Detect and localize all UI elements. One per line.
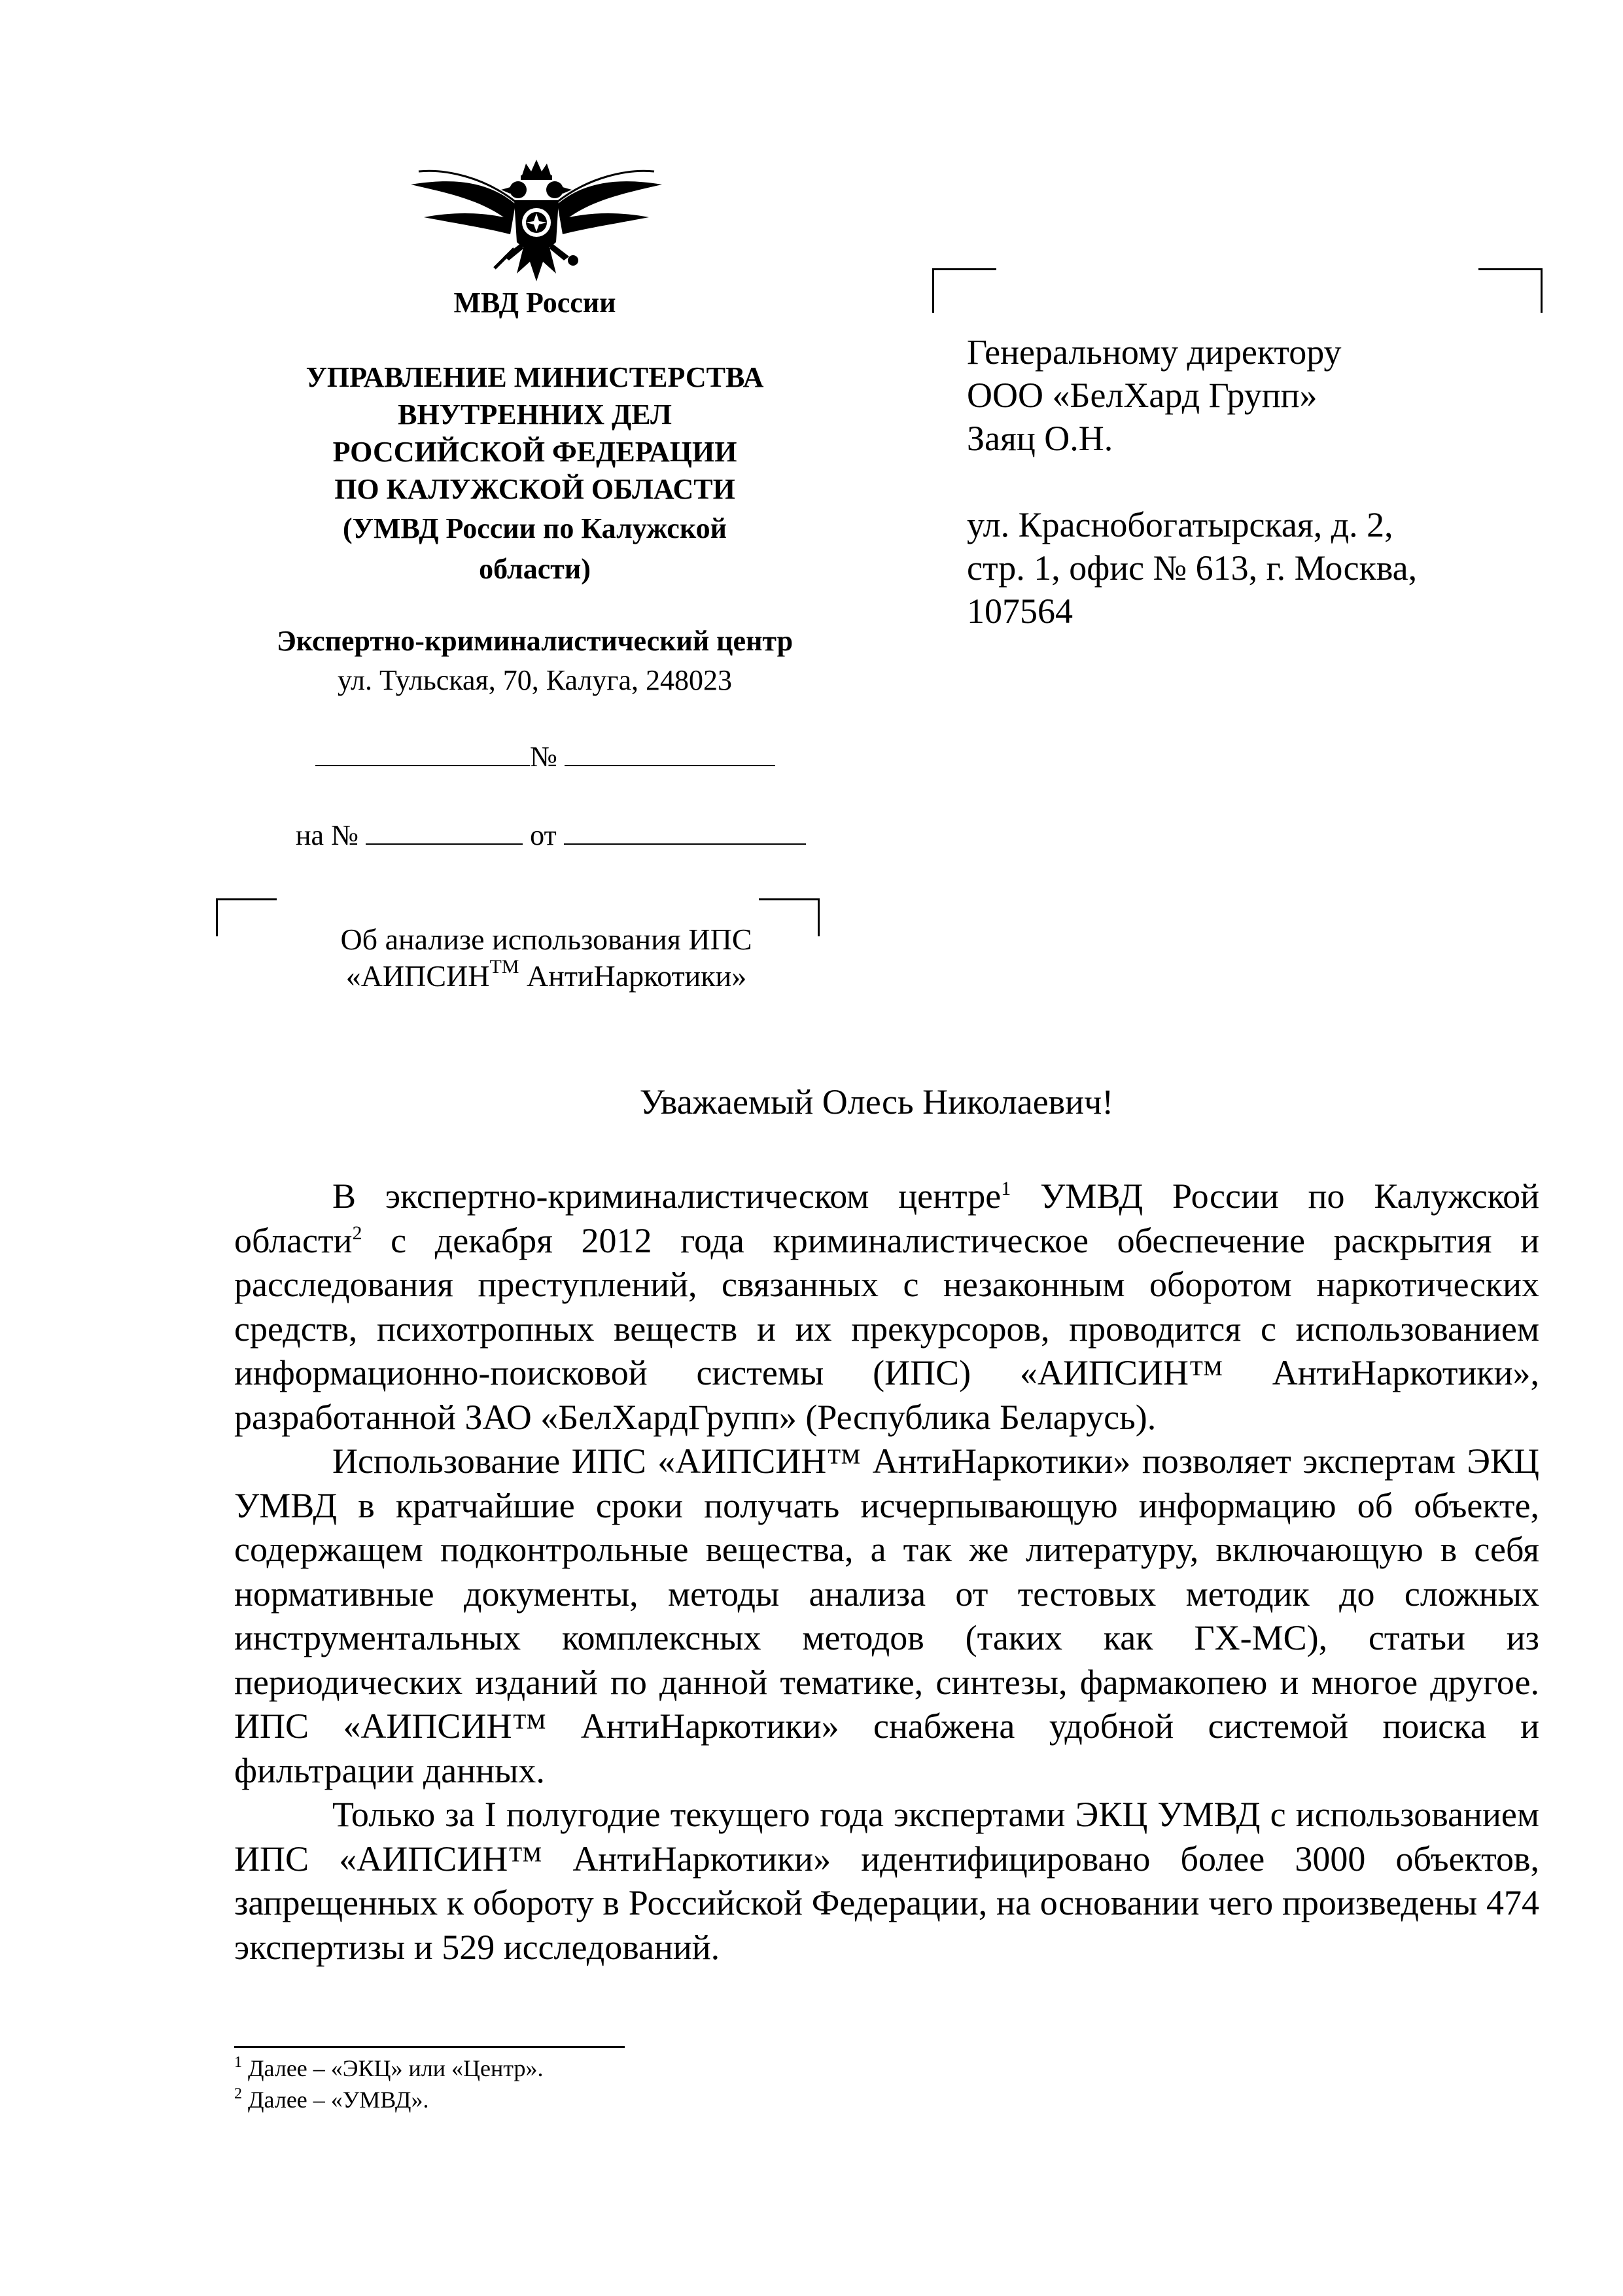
footnote xyxy=(234,2085,428,2115)
footnote-text: Далее – «ЭКЦ» или «Центр». xyxy=(242,2055,544,2081)
recipient-address-line: 107564 xyxy=(967,592,1073,631)
paragraph-text: с декабря 2012 года криминалистическое обеспечение раскрытия и расследования преступлений, связанных с незаконным оборотом наркотических средств, психотропных веществ и их прекурсоров, проводится с использованием информационно-поисковой системы (ИПС) «АИПСИН™ АнтиНаркотики», разработанной ЗАО «БелХардГрупп» (Республика Беларусь). xyxy=(234,1220,1539,1437)
reply-date-blank xyxy=(564,815,806,845)
letter-body xyxy=(234,1174,1539,1969)
footnote-mark: 1 xyxy=(234,2054,242,2071)
salutation: Уважаемый Олесь Николаевич! xyxy=(639,1082,1114,1122)
reg-date-blank xyxy=(315,736,530,766)
reply-number-blank xyxy=(366,815,523,845)
paragraph-text: УМВД России по Калужской области xyxy=(234,1176,1539,1260)
recipient-line: Генеральному директору xyxy=(967,332,1342,372)
department-line: ПО КАЛУЖСКОЙ ОБЛАСТИ xyxy=(334,473,735,505)
letter-subject xyxy=(216,921,877,995)
recipient-address-line: стр. 1, офис № 613, г. Москва, xyxy=(967,548,1418,588)
department-name xyxy=(216,359,854,508)
subject-product-name: «АИПСИН xyxy=(345,959,490,993)
recipient-address-line: ул. Краснобогатырская, д. 2, xyxy=(967,505,1393,544)
reply-from-label: от xyxy=(530,819,557,851)
reply-prefix: на № xyxy=(296,819,359,851)
ministry-name xyxy=(216,283,854,323)
registration-number-line xyxy=(315,736,775,777)
short-name-line: (УМВД России по Калужской xyxy=(343,512,727,544)
short-name-line: области) xyxy=(479,553,591,585)
footnote-text: Далее – «УМВД». xyxy=(242,2087,429,2113)
footnote-mark: 2 xyxy=(234,2085,242,2102)
department-short-name xyxy=(216,508,854,590)
department-line: РОССИЙСКОЙ ФЕДЕРАЦИИ xyxy=(332,436,737,468)
trademark-mark: TM xyxy=(489,956,519,978)
center-name: Экспертно-криминалистический центр xyxy=(276,625,794,657)
paragraph-text: В экспертно-криминалистическом центре xyxy=(332,1176,1002,1216)
recipient-corner-bracket-right xyxy=(1478,268,1543,313)
recipient-line: Заяц О.Н. xyxy=(967,419,1113,458)
footnote xyxy=(234,2053,543,2083)
footnote-ref: 1 xyxy=(1001,1178,1011,1199)
footnote-ref: 2 xyxy=(352,1222,362,1244)
department-line: ВНУТРЕННИХ ДЕЛ xyxy=(398,398,672,431)
sender-address: ул. Тульская, 70, Калуга, 248023 xyxy=(337,664,733,696)
recipient-block xyxy=(967,330,1556,633)
reply-reference-line xyxy=(296,815,806,855)
body-paragraph xyxy=(234,1174,1539,1439)
subject-line xyxy=(216,958,877,995)
number-sign: № xyxy=(530,741,557,773)
recipient-line: ООО «БелХард Групп» xyxy=(967,376,1318,415)
body-paragraph: Использование ИПС «АИПСИН™ АнтиНаркотики» позволяет экспертам ЭКЦ УМВД в кратчайшие сроки получать исчерпывающую информацию об объекте, содержащем подконтрольные вещества, а так же литературу, включающую в себя нормативные документы, методы анализа от тестовых методик до сложных инструментальных комплексных методов (таких как ГХ-МС), статьи из периодических изданий по данной тематике, синтезы, фармакопею и многое другое. ИПС «АИПСИН™ АнтиНаркотики» снабжена удобной системой поиска и фильтрации данных. xyxy=(234,1441,1539,1790)
subject-line: Об анализе использования ИПС xyxy=(340,923,752,956)
reg-number-blank xyxy=(565,736,775,766)
department-line: УПРАВЛЕНИЕ МИНИСТЕРСТВА xyxy=(305,361,764,393)
double-headed-eagle-emblem xyxy=(406,157,667,288)
body-paragraph: Только за I полугодие текущего года экспертами ЭКЦ УМВД с использованием ИПС «АИПСИН™ АнтиНаркотики» идентифицировано более 3000 объектов, запрещенных к обороту в Российской Федерации, на основании чего произведены 474 экспертизы и 529 исследований. xyxy=(234,1795,1539,1967)
recipient-corner-bracket-left xyxy=(932,268,996,313)
ministry-name-text: МВД России xyxy=(453,287,616,319)
footnote-separator xyxy=(234,2046,625,2048)
subject-product-suffix: АнтиНаркотики» xyxy=(519,959,747,993)
